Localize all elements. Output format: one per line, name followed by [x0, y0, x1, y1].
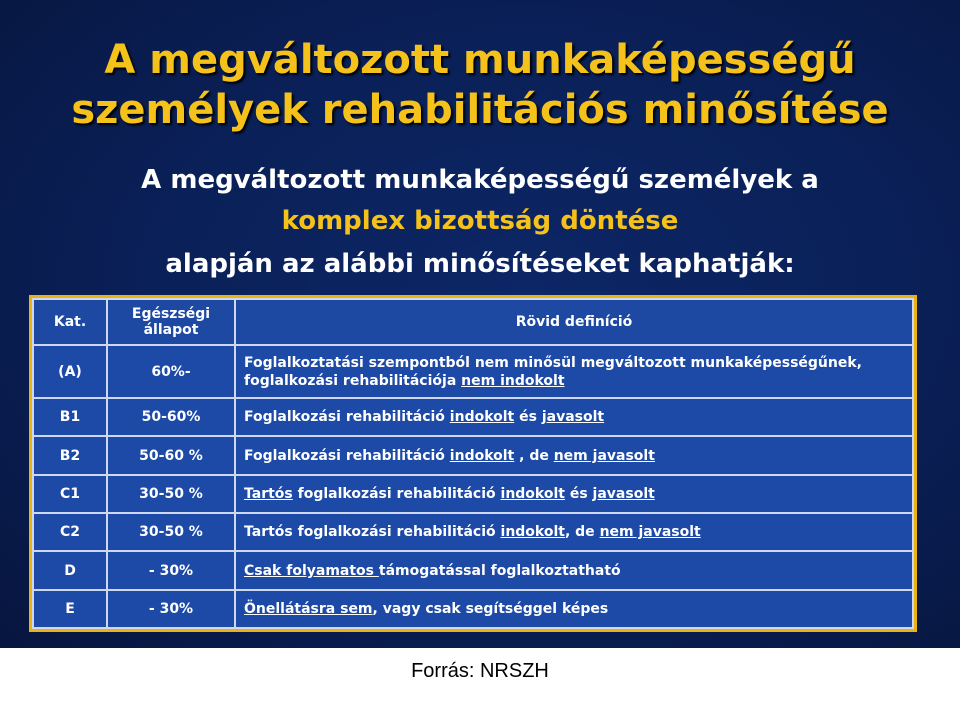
definition-segment: , de [564, 524, 600, 541]
category-cell: C1 [33, 475, 107, 513]
definition-segment: , de [514, 447, 554, 464]
definition-segment: nem javasolt [599, 524, 701, 541]
health-status-cell: - 30% [107, 590, 235, 628]
category-cell: D [33, 551, 107, 589]
classification-table [29, 295, 917, 632]
definition-segment: Tartós [244, 485, 293, 502]
subtitle-line-1: A megváltozott munkaképességű személyek a [141, 165, 819, 195]
definition-segment: nem javasolt [553, 447, 655, 464]
health-status-cell: 30-50 % [107, 475, 235, 513]
definition-segment: indokolt [500, 524, 565, 541]
definition-segment: Csak folyamatos [244, 562, 379, 579]
health-status-cell: 50-60 % [107, 436, 235, 474]
subtitle-line-2: komplex bizottság döntése [281, 206, 679, 236]
definition-segment: , vagy csak segítséggel képes [372, 600, 609, 617]
header-category: Kat. [33, 299, 107, 345]
table-row [33, 513, 913, 551]
definition-cell [235, 475, 913, 513]
slide-title-line-2: személyek rehabilitációs minősítése [71, 87, 889, 133]
health-status-cell: 60%- [107, 345, 235, 398]
definition-segment: Foglalkozási rehabilitáció [244, 409, 450, 426]
category-cell: B1 [33, 398, 107, 436]
definition-segment: Önellátásra sem [244, 600, 373, 617]
category-cell: C2 [33, 513, 107, 551]
definition-cell [235, 551, 913, 589]
subtitle-line-3: alapján az alábbi minősítéseket kaphatják: [165, 249, 795, 279]
table-row [33, 345, 913, 398]
category-cell: B2 [33, 436, 107, 474]
definition-segment: indokolt [500, 485, 565, 502]
table-header-row [33, 299, 913, 345]
header-definition: Rövid definíció [235, 299, 913, 345]
definition-cell [235, 590, 913, 628]
health-status-cell: - 30% [107, 551, 235, 589]
definition-cell [235, 345, 913, 398]
table-row [33, 398, 913, 436]
definition-cell [235, 513, 913, 551]
definition-segment: és [564, 485, 593, 502]
definition-cell [235, 398, 913, 436]
definition-segment: nem indokolt [461, 372, 565, 389]
slide-title-line-1: A megváltozott munkaképességű [104, 37, 856, 83]
category-cell: (A) [33, 345, 107, 398]
definition-segment: indokolt [449, 447, 515, 464]
definition-segment: Foglalkozási rehabilitáció [244, 447, 450, 464]
health-status-cell: 50-60% [107, 398, 235, 436]
definition-segment: támogatással foglalkoztatható [378, 562, 621, 579]
category-cell: E [33, 590, 107, 628]
definition-segment: javasolt [592, 485, 655, 502]
definition-segment: javasolt [541, 409, 605, 426]
table-row [33, 551, 913, 589]
definition-segment: Tartós foglalkozási rehabilitáció [244, 524, 501, 541]
table-row [33, 590, 913, 628]
definition-segment: indokolt [449, 409, 515, 426]
definition-segment: és [514, 409, 542, 426]
definition-segment: foglalkozási rehabilitáció [292, 485, 501, 502]
table-row [33, 436, 913, 474]
table-row [33, 475, 913, 513]
health-status-cell: 30-50 % [107, 513, 235, 551]
definition-segment: Foglalkoztatási szempontból nem minősül megváltozott munkaképességűnek, foglalkozási rehabilitációja [244, 354, 862, 389]
source-caption: Forrás: NRSZH [411, 660, 549, 682]
definition-cell [235, 436, 913, 474]
header-health-status: Egészségi állapot [107, 299, 235, 345]
